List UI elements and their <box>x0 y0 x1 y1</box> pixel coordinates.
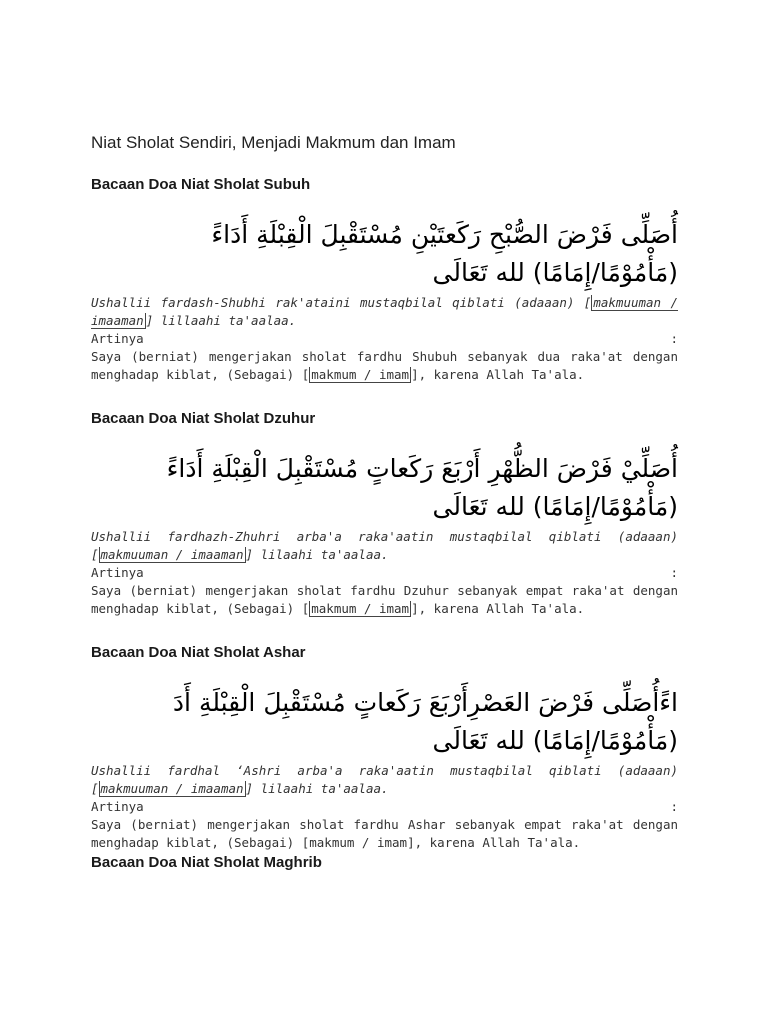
section-heading: Bacaan Doa Niat Sholat Ashar <box>91 644 306 661</box>
section-heading: Bacaan Doa Niat Sholat Subuh <box>91 176 311 193</box>
meaning-text: Saya (berniat) mengerjakan sholat fardhu Ashar sebanyak empat raka'at dengan menghadap kiblat, (Sebagai) [makmum / imam], karena Allah Ta'ala. <box>91 817 678 850</box>
transliteration: Ushallii fardash-Shubhi rak'ataini mustaqbilal qiblati (adaaan) [ makmuuman / imaaman ] lillaahi ta'aalaa. <box>91 295 678 328</box>
bracketed-option: makmum / imam <box>311 367 410 382</box>
arabic-line: (مَأْمُوْمًا/إِمَامًا) لله تَعَالَى <box>432 258 678 287</box>
section-heading: Bacaan Doa Niat Sholat Maghrib <box>91 854 322 871</box>
arabic-prayer-text <box>91 216 678 292</box>
arabic-prayer-text <box>91 684 678 760</box>
meaning-text: Saya (berniat) mengerjakan sholat fardhu Dzuhur sebanyak empat raka'at dengan menghadap kiblat, (Sebagai) [ makmum / imam ], karena Allah Ta'ala. <box>91 583 678 616</box>
artinya-row <box>91 330 678 348</box>
bracketed-option: makmuuman / imaaman <box>91 295 678 328</box>
artinya-row <box>91 798 678 816</box>
section-dzuhur <box>91 410 678 618</box>
section-heading: Bacaan Doa Niat Sholat Dzuhur <box>91 410 316 427</box>
bracketed-option: makmuuman / imaaman <box>100 547 244 562</box>
section-ashar <box>91 644 678 852</box>
arabic-line: (مَأْمُوْمًا/إِمَامًا) لله تَعَالَى <box>432 726 678 755</box>
bracketed-option: makmum / imam <box>311 601 410 616</box>
transliteration: Ushallii fardhal ‘Ashri arba'a raka'aatin mustaqbilal qiblati (adaaan) [ makmuuman / imaaman ] lilaahi ta'aalaa. <box>91 763 678 796</box>
artinya-label: Artinya <box>91 799 144 814</box>
artinya-label: Artinya <box>91 331 144 346</box>
artinya-row <box>91 564 678 582</box>
page-title: Niat Sholat Sendiri, Menjadi Makmum dan Imam <box>91 133 456 152</box>
section-maghrib <box>91 854 678 872</box>
arabic-line: اءًأُصَلِّى فَرْضَ العَصْرِأَرْبَعَ رَكَعاتٍ مُسْتَقْبِلَ الْقِبْلَةِ أَدَ <box>172 688 678 717</box>
transliteration: Ushallii fardhazh-Zhuhri arba'a raka'aatin mustaqbilal qiblati (adaaan) [ makmuuman / imaaman ] lilaahi ta'aalaa. <box>91 529 678 562</box>
artinya-colon: : <box>670 331 678 346</box>
artinya-colon: : <box>670 799 678 814</box>
artinya-colon: : <box>670 565 678 580</box>
arabic-prayer-text <box>91 450 678 526</box>
meaning-text: Saya (berniat) mengerjakan sholat fardhu Shubuh sebanyak dua raka'at dengan menghadap kiblat, (Sebagai) [ makmum / imam ], karena Allah Ta'ala. <box>91 349 678 382</box>
arabic-line: (مَأْمُوْمًا/إِمَامًا) لله تَعَالَى <box>432 492 678 521</box>
arabic-line: أُصَلِّى فَرْضَ الصُّبْحِ رَكَعتَيْنِ مُسْتَقْبِلَ الْقِبْلَةِ أَدَاءً <box>211 220 678 249</box>
arabic-line: أُصَلِّيْ فَرْضَ الظُّهْرِ أَرْبَعَ رَكَعاتٍ مُسْتَقْبِلَ الْقِبْلَةِ أَدَاءً <box>166 454 678 483</box>
artinya-label: Artinya <box>91 565 144 580</box>
bracketed-option: makmuuman / imaaman <box>100 781 244 796</box>
section-subuh <box>91 176 678 384</box>
